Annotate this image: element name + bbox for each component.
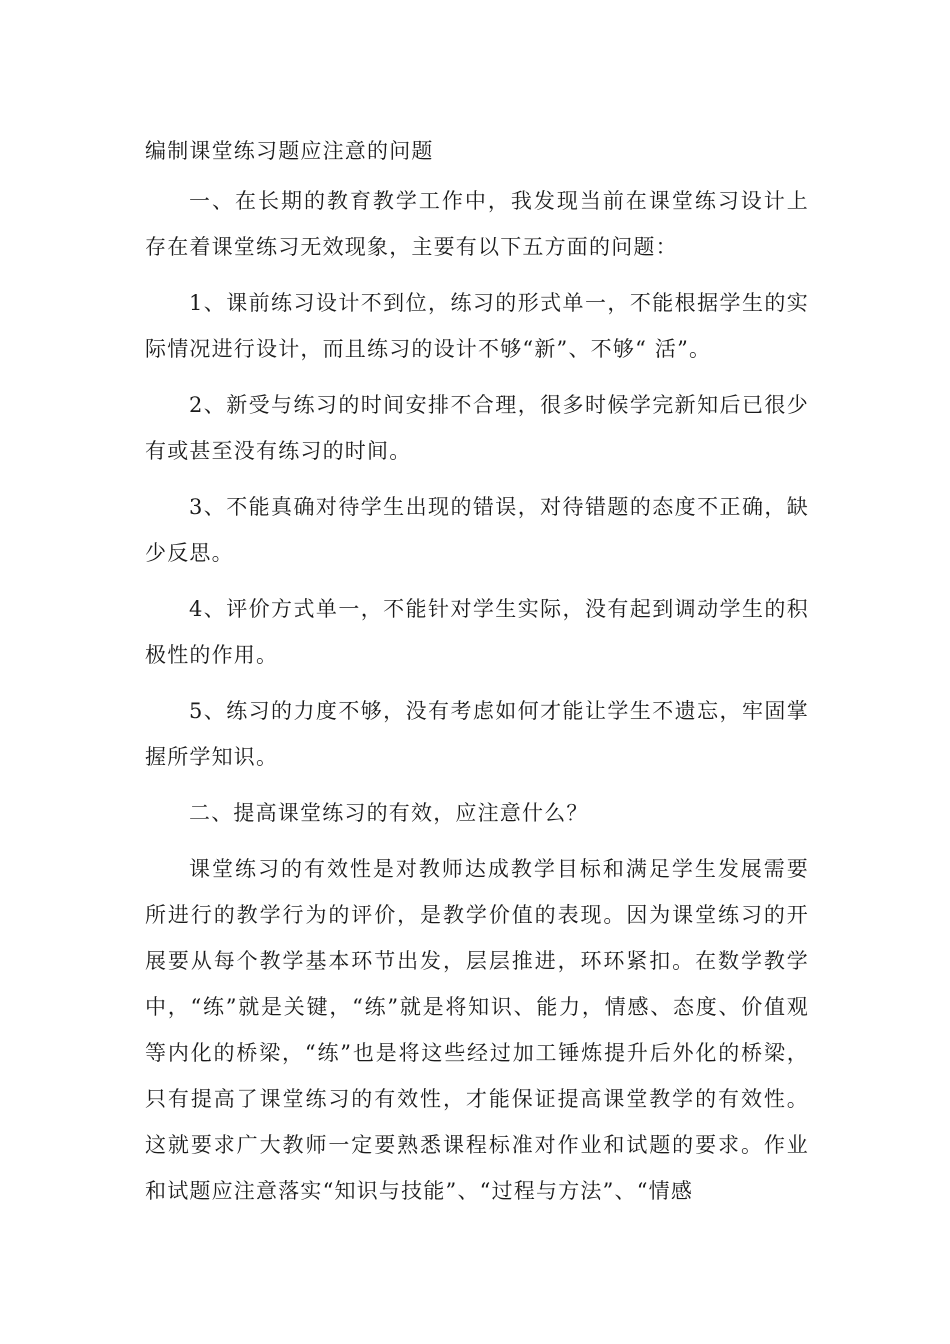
paragraph-problem-2: 2、新受与练习的时间安排不合理，很多时候学完新知后已很少有或甚至没有练习的时间。 (145, 393, 809, 463)
document-title: 编制课堂练习题应注意的问题 (145, 139, 434, 163)
section-heading-2: 二、提高课堂练习的有效，应注意什么？ (189, 801, 589, 825)
paragraph-problem-1: 1、课前练习设计不到位，练习的形式单一，不能根据学生的实际情况进行设计，而且练习的设计不够“新”、不够“ 活”。 (145, 291, 809, 361)
paragraph-effectiveness: 课堂练习的有效性是对教师达成教学目标和满足学生发展需要所进行的教学行为的评价，是教学价值的表现。因为课堂练习的开展要从每个教学基本环节出发，层层推进，环环紧扣。在数学教学中，“练”就是关键，“练”就是将知识、能力，情感、态度、价值观等内化的桥梁，“练”也是将这些经过加工锤炼提升后外化的桥梁，只有提高了课堂练习的有效性，才能保证提高课堂教学的有效性。这就要求广大教师一定要熟悉课程标准对作业和试题的要求。作业和试题应注意落实“知识与技能”、“过程与方法”、“情感 (145, 857, 809, 1203)
document-body (145, 128, 809, 1214)
paragraph-problem-4: 4、评价方式单一，不能针对学生实际，没有起到调动学生的积极性的作用。 (145, 597, 809, 667)
paragraph-problem-3: 3、不能真确对待学生出现的错误，对待错题的态度不正确，缺少反思。 (145, 495, 809, 565)
paragraph-intro: 一、在长期的教育教学工作中，我发现当前在课堂练习设计上存在着课堂练习无效现象，主要有以下五方面的问题： (145, 189, 809, 259)
paragraph-problem-5: 5、练习的力度不够，没有考虑如何才能让学生不遗忘，牢固掌握所学知识。 (145, 699, 809, 769)
